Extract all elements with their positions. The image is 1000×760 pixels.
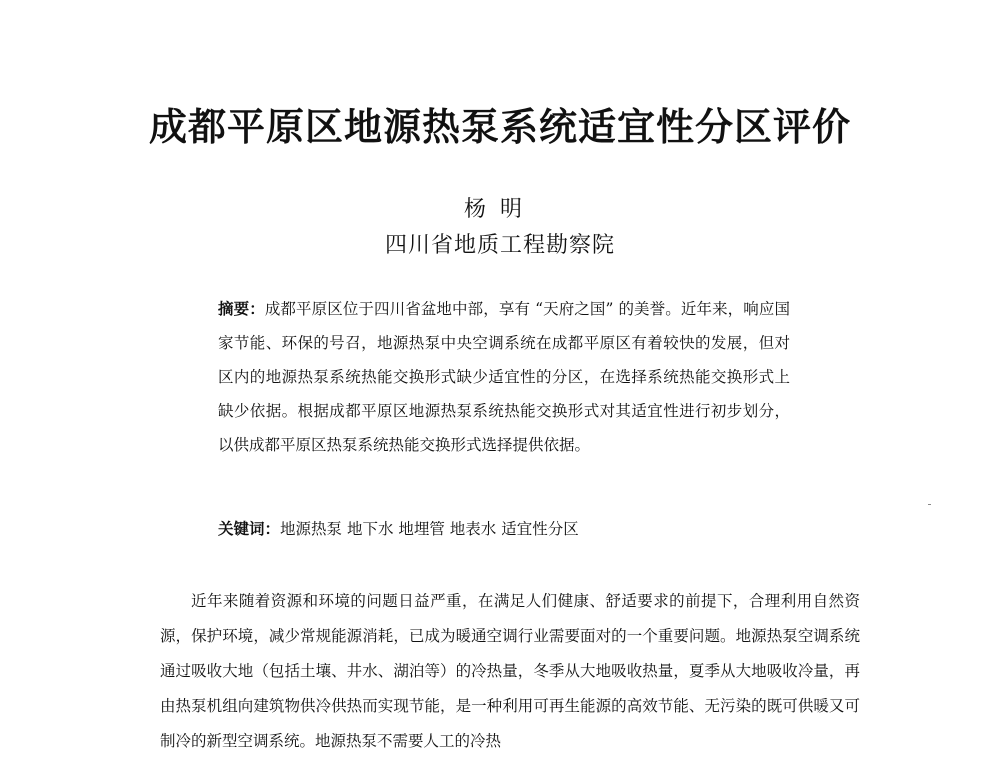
abstract <box>218 292 790 462</box>
abstract-text: 成都平原区位于四川省盆地中部，享有 “天府之国” 的美誉。近年来，响应国家节能、环保的号召，地源热泵中央空调系统在成都平原区有着较快的发展，但对区内的地源热泵系统热能交换形式缺少适宜性的分区，在选择系统热能交换形式上缺少依据。根据成都平原区地源热泵系统热能交换形式对其适宜性进行初步划分，以供成都平原区热泵系统热能交换形式选择提供依据。 <box>218 300 790 454</box>
paper-title: 成都平原区地源热泵系统适宜性分区评价 <box>148 105 851 149</box>
keywords-label: 关键词： <box>218 520 281 538</box>
keywords <box>218 512 790 546</box>
abstract-label: 摘要： <box>218 300 265 318</box>
body-paragraph: 近年来随着资源和环境的问题日益严重，在满足人们健康、舒适要求的前提下，合理利用自然资源，保护环境，减少常规能源消耗，已成为暖通空调行业需要面对的一个重要问题。地源热泵空调系统通过吸收大地（包括土壤、井水、湖泊等）的冷热量，冬季从大地吸收热量，夏季从大地吸收冷量，再由热泵机组向建筑物供冷供热而实现节能，是一种利用可再生能源的高效节能、无污染的既可供暖又可制冷的新型空调系统。地源热泵不需要人工的冷热 <box>160 592 860 750</box>
author-name: 杨明 <box>463 197 536 222</box>
author-affiliation: 四川省地质工程勘察院 <box>384 233 615 258</box>
scan-speck <box>928 504 931 505</box>
keywords-text: 地源热泵 地下水 地埋管 地表水 适宜性分区 <box>280 520 579 538</box>
